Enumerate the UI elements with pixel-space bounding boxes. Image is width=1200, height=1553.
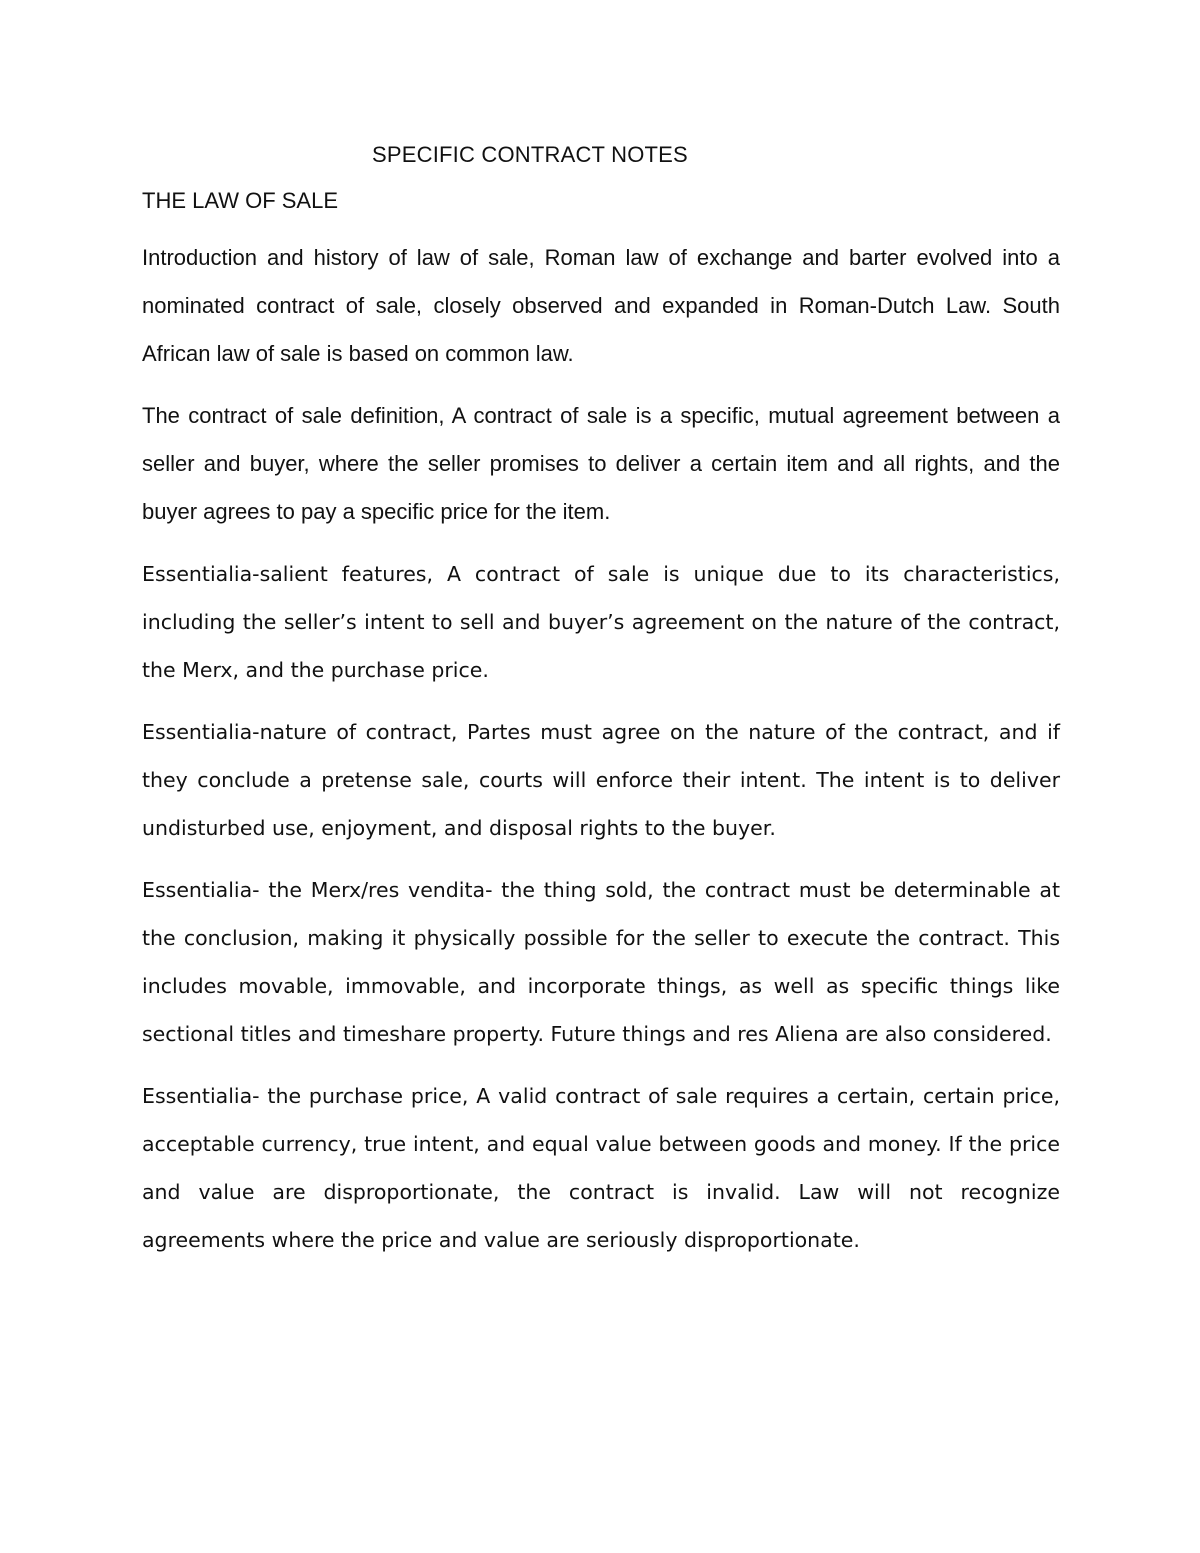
- paragraph-purchase-price: Essentialia- the purchase price, A valid contract of sale requires a certain, certain price, acceptable currency, true intent, and equal value between goods and money. If the price and value are disproportionate, the contract is invalid. Law will not recognize agreements where the price and value are seriously disproportionate.: [142, 1084, 1060, 1252]
- document-title: SPECIFIC CONTRACT NOTES: [372, 142, 688, 167]
- paragraph-introduction: Introduction and history of law of sale, Roman law of exchange and barter evolved into a nominated contract of sale, closely observed and expanded in Roman-Dutch Law. South African law of sale is based on common law.: [142, 245, 1060, 366]
- paragraph-salient-features: Essentialia-salient features, A contract of sale is unique due to its characteristics, including the seller’s intent to sell and buyer’s agreement on the nature of the contract, the Merx, and the purchase price.: [142, 562, 1060, 682]
- paragraph-merx: Essentialia- the Merx/res vendita- the thing sold, the contract must be determinable at the conclusion, making it physically possible for the seller to execute the contract. This includes movable, immovable, and incorporate things, as well as specific things like sectional titles and timeshare property. Future things and res Aliena are also considered.: [142, 878, 1060, 1046]
- section-heading: THE LAW OF SALE: [142, 188, 339, 213]
- paragraph-definition: The contract of sale definition, A contract of sale is a specific, mutual agreement between a seller and buyer, where the seller promises to deliver a certain item and all rights, and the buyer agrees to pay a specific price for the item.: [142, 403, 1060, 524]
- document-body: [142, 234, 1060, 1278]
- paragraph-nature-of-contract: Essentialia-nature of contract, Partes must agree on the nature of the contract, and if they conclude a pretense sale, courts will enforce their intent. The intent is to deliver undisturbed use, enjoyment, and disposal rights to the buyer.: [142, 720, 1060, 840]
